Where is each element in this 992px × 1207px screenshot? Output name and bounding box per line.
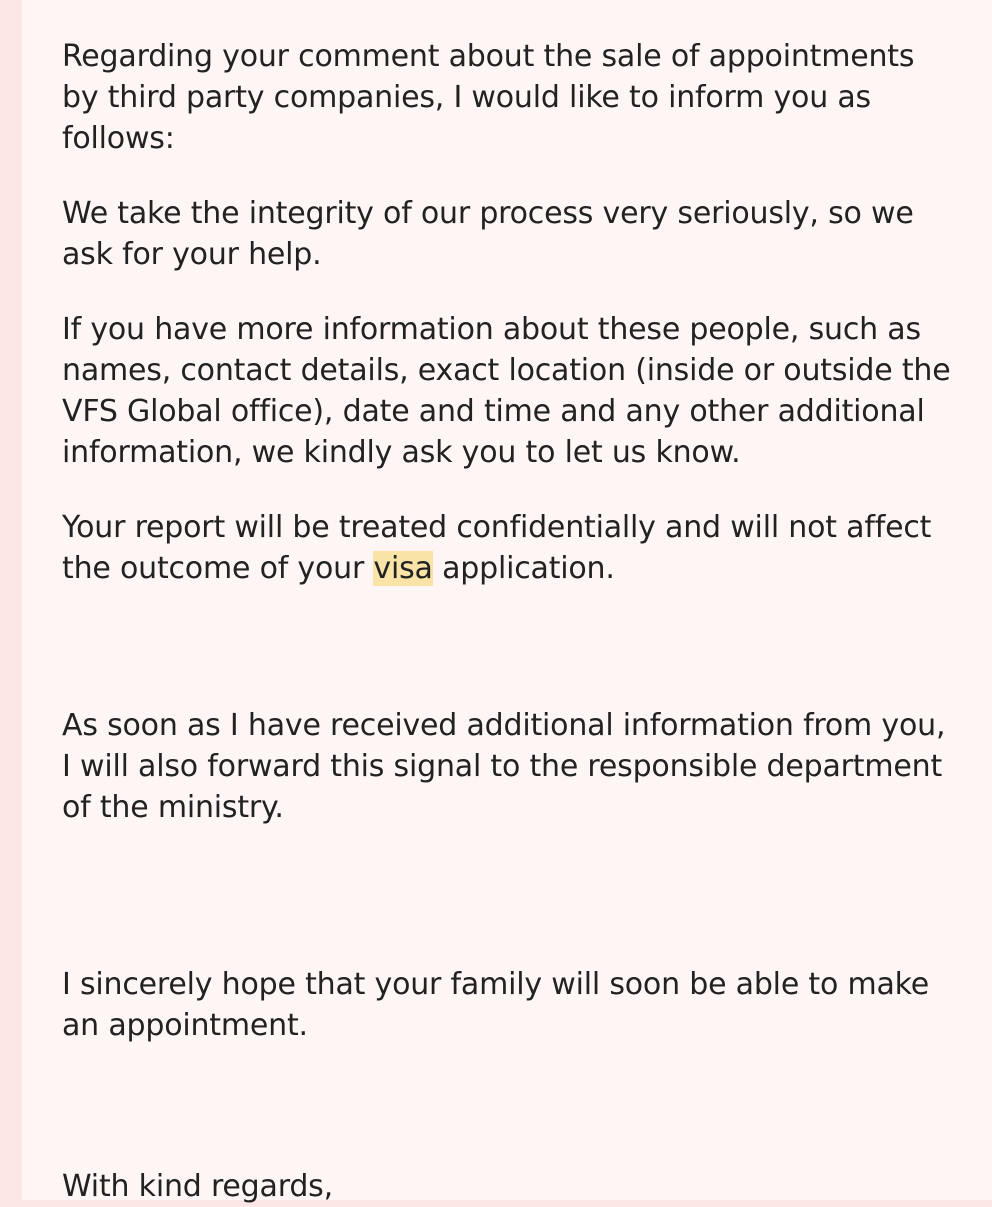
highlighted-search-term: visa — [373, 551, 433, 586]
closing-line: With kind regards, — [62, 1169, 333, 1204]
paragraph-request-info: If you have more information about these people, such as names, contact details, exact location (inside or outside the VFS Global office), date and time and any other additional information, we kindly ask you to let us know. — [62, 312, 951, 470]
spacer — [62, 862, 952, 964]
paragraph-hope: I sincerely hope that your family will soon be able to make an appointment. — [62, 967, 930, 1043]
confidential-text-start: Your report will be treated confidentially and will not affect the outcome of your — [62, 510, 932, 586]
spacer — [62, 623, 952, 705]
paragraph-intro: Regarding your comment about the sale of appointments by third party companies, I would like to inform you as follows: — [62, 39, 915, 156]
spacer — [62, 1080, 952, 1166]
confidential-text-end: application. — [432, 551, 615, 586]
email-body — [22, 0, 992, 1204]
paragraph-integrity: We take the integrity of our process very seriously, so we ask for your help. — [62, 196, 914, 272]
paragraph-confidential — [62, 507, 952, 589]
paragraph-forward: As soon as I have received additional information from you, I will also forward this signal to the responsible department of the ministry. — [62, 708, 946, 825]
